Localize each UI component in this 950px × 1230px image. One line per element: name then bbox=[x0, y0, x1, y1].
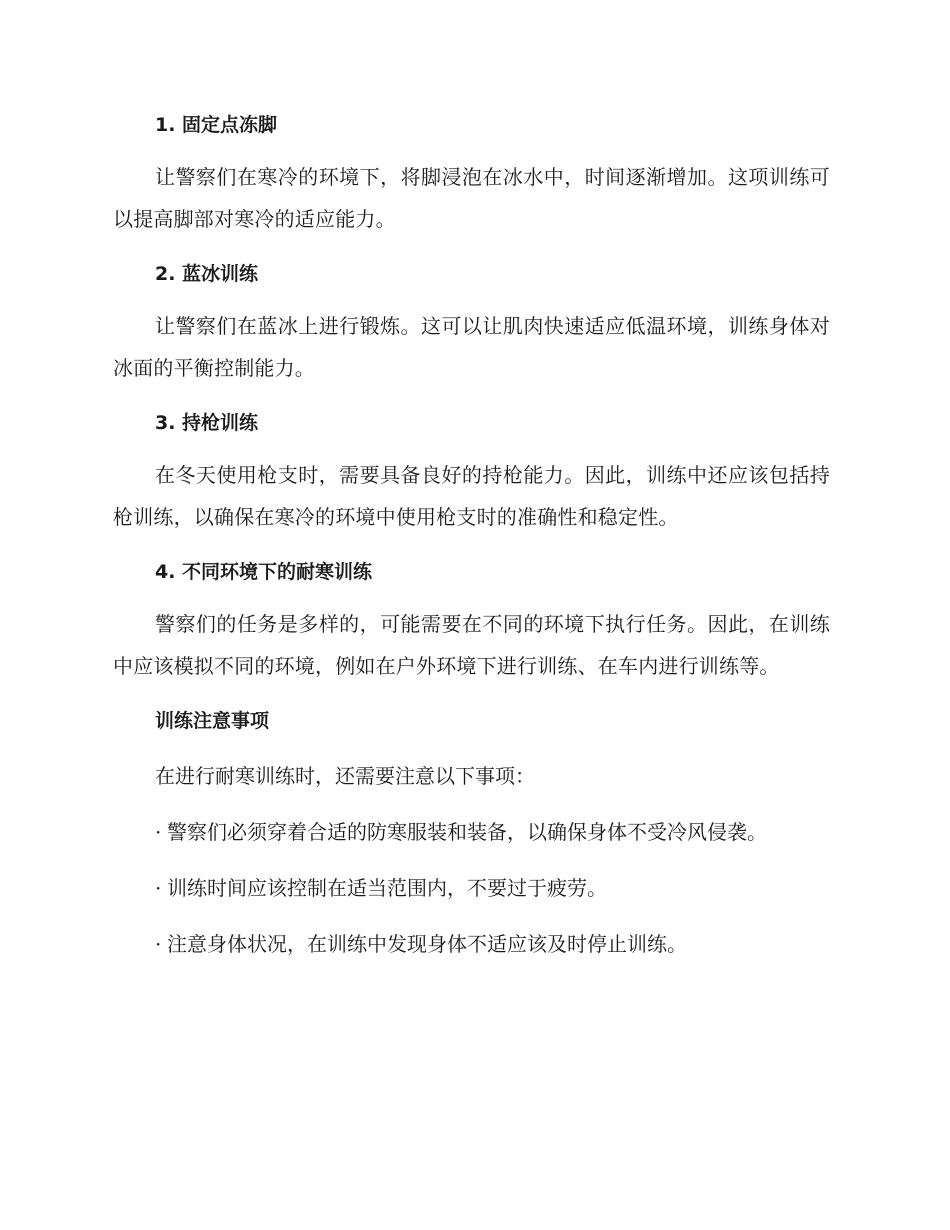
section-heading-3: 3. 持枪训练 bbox=[155, 412, 259, 434]
notes-item bbox=[113, 867, 830, 909]
bullet-marker: · bbox=[155, 820, 162, 844]
section-body-1: 让警察们在寒冷的环境下，将脚浸泡在冰水中，时间逐渐增加。这项训练可以提高脚部对寒冷的适应能力。 bbox=[113, 165, 830, 231]
section-heading-4: 4. 不同环境下的耐寒训练 bbox=[155, 561, 373, 583]
section-body-4: 警察们的任务是多样的，可能需要在不同的环境下执行任务。因此，在训练中应该模拟不同的环境，例如在户外环境下进行训练、在车内进行训练等。 bbox=[113, 612, 830, 678]
bullet-marker: · bbox=[155, 932, 162, 956]
notes-intro: 在进行耐寒训练时，还需要注意以下事项： bbox=[155, 764, 535, 788]
notes-item bbox=[113, 811, 830, 853]
section-body-3: 在冬天使用枪支时，需要具备良好的持枪能力。因此，训练中还应该包括持枪训练，以确保在寒冷的环境中使用枪支时的准确性和稳定性。 bbox=[113, 463, 830, 529]
notes-item bbox=[113, 923, 830, 965]
section-heading-1: 1. 固定点冻脚 bbox=[155, 114, 278, 136]
notes-item-text: 警察们必须穿着合适的防寒服装和装备，以确保身体不受冷风侵袭。 bbox=[167, 820, 767, 844]
notes-heading: 训练注意事项 bbox=[155, 710, 270, 732]
bullet-marker: · bbox=[155, 876, 162, 900]
notes-item-text: 注意身体状况，在训练中发现身体不适应该及时停止训练。 bbox=[167, 932, 687, 956]
section-heading-2: 2. 蓝冰训练 bbox=[155, 263, 259, 285]
section-body-2: 让警察们在蓝冰上进行锻炼。这可以让肌肉快速适应低温环境，训练身体对冰面的平衡控制能力。 bbox=[113, 314, 830, 380]
document-page bbox=[113, 108, 830, 965]
notes-item-text: 训练时间应该控制在适当范围内，不要过于疲劳。 bbox=[167, 876, 607, 900]
